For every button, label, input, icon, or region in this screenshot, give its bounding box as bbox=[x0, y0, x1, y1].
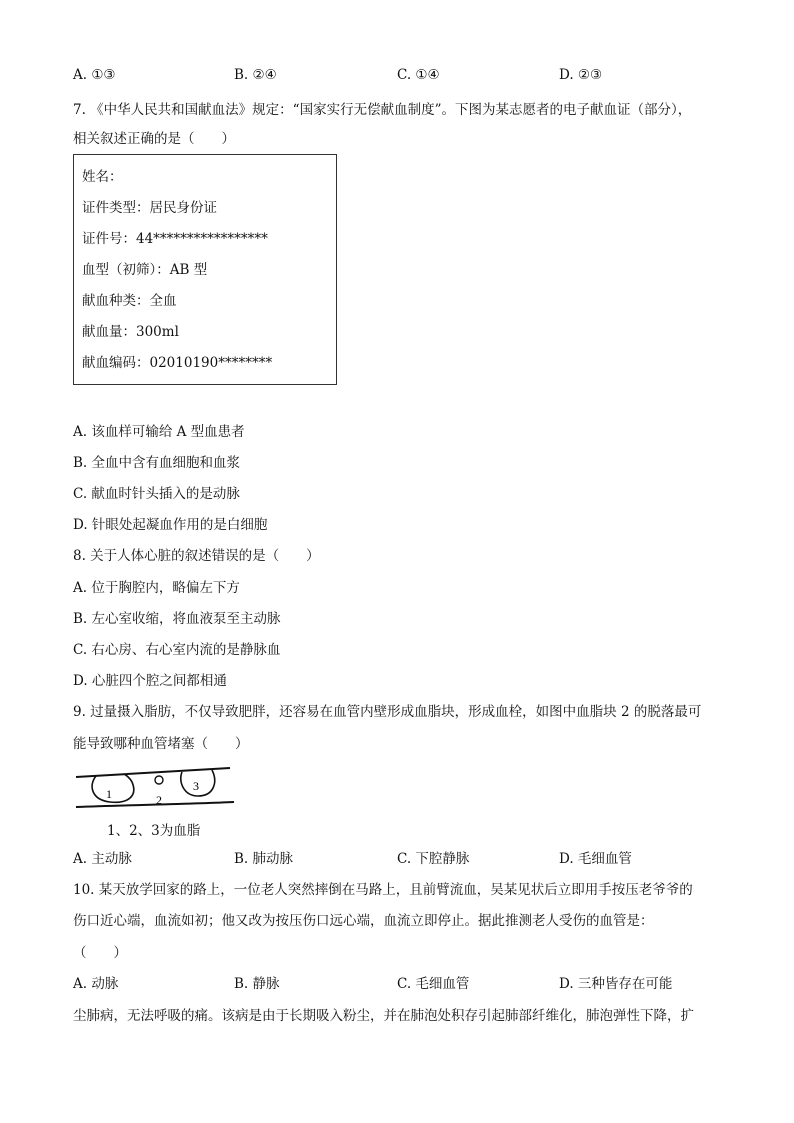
figure-caption: 1、2、3为血脂 bbox=[107, 823, 201, 839]
q8-option-d: D. 心脏四个腔之间都相通 bbox=[73, 673, 227, 689]
q8-option-b: B. 左心室收缩，将血液泵至主动脉 bbox=[73, 611, 281, 627]
card-volume: 献血量：300ml bbox=[82, 324, 179, 340]
q9-stem-line1: 9. 过量摄入脂肪，不仅导致肥胖，还容易在血管内壁形成血脂块，形成血栓，如图中血脂块 2 的脱落最可 bbox=[73, 704, 702, 720]
q7-option-a: A. 该血样可输给 A 型血患者 bbox=[73, 424, 245, 440]
card-donation-kind: 献血种类：全血 bbox=[82, 293, 177, 309]
figure-label-2: 2 bbox=[156, 793, 162, 807]
q10-stem-line1: 10. 某天放学回家的路上，一位老人突然摔倒在马路上，且前臂流血，吴某见状后立即用手按压老爷爷的 bbox=[73, 882, 693, 898]
card-id-type: 证件类型：居民身份证 bbox=[82, 200, 217, 216]
q9-option-a: A. 主动脉 bbox=[73, 851, 132, 867]
q6-option-b: B. ②④ bbox=[234, 67, 277, 83]
lipid-plaque-2 bbox=[155, 776, 163, 784]
q6-option-c: C. ①④ bbox=[397, 67, 440, 83]
q9-option-d: D. 毛细血管 bbox=[559, 851, 632, 867]
q6-option-a: A. ①③ bbox=[73, 67, 116, 83]
q9-stem-line2: 能导致哪种血管堵塞（ ） bbox=[73, 736, 249, 752]
vessel-lower-wall bbox=[76, 802, 234, 807]
q7-stem-line2: 相关叙述正确的是（ ） bbox=[73, 131, 235, 147]
vessel-upper-wall bbox=[76, 768, 230, 777]
q10-option-b: B. 静脉 bbox=[234, 976, 280, 992]
q10-option-a: A. 动脉 bbox=[73, 976, 119, 992]
q10-stem-line3: （ ） bbox=[73, 945, 127, 961]
blood-donation-card bbox=[73, 154, 337, 385]
lipid-plaque-1 bbox=[92, 774, 134, 802]
card-name: 姓名： bbox=[82, 169, 123, 185]
q8-option-c: C. 右心房、右心室内流的是静脉血 bbox=[73, 642, 281, 658]
figure-label-3: 3 bbox=[193, 779, 199, 793]
q10-stem-line2: 伤口近心端，血流如初；他又改为按压伤口远心端，血流立即停止。据此推测老人受伤的血管是： bbox=[73, 913, 654, 929]
card-blood-type: 血型（初筛）：AB 型 bbox=[82, 262, 208, 278]
q10-option-c: C. 毛细血管 bbox=[397, 976, 470, 992]
q9-option-c: C. 下腔静脉 bbox=[397, 851, 470, 867]
q7-option-c: C. 献血时针头插入的是动脉 bbox=[73, 486, 240, 502]
card-id-number: 证件号：44***************** bbox=[82, 231, 268, 247]
blood-vessel-figure bbox=[70, 760, 240, 820]
card-code: 献血编码：02010190******** bbox=[82, 355, 273, 371]
trailing-paragraph-line: 尘肺病，无法呼吸的痛。该病是由于长期吸入粉尘，并在肺泡处积存引起肺部纤维化，肺泡弹性下降，扩 bbox=[73, 1008, 694, 1024]
q7-option-b: B. 全血中含有血细胞和血浆 bbox=[73, 455, 241, 471]
q7-stem-line1: 7. 《中华人民共和国献血法》规定：“国家实行无偿献血制度”。下图为某志愿者的电子献血证（部分）， bbox=[73, 102, 692, 118]
q9-option-b: B. 肺动脉 bbox=[234, 851, 294, 867]
q8-option-a: A. 位于胸腔内，略偏左下方 bbox=[73, 580, 240, 596]
q7-option-d: D. 针眼处起凝血作用的是白细胞 bbox=[73, 517, 268, 533]
q6-option-d: D. ②③ bbox=[559, 67, 603, 83]
figure-label-1: 1 bbox=[106, 787, 112, 801]
q10-option-d: D. 三种皆存在可能 bbox=[559, 976, 673, 992]
q8-stem: 8. 关于人体心脏的叙述错误的是（ ） bbox=[73, 548, 320, 564]
